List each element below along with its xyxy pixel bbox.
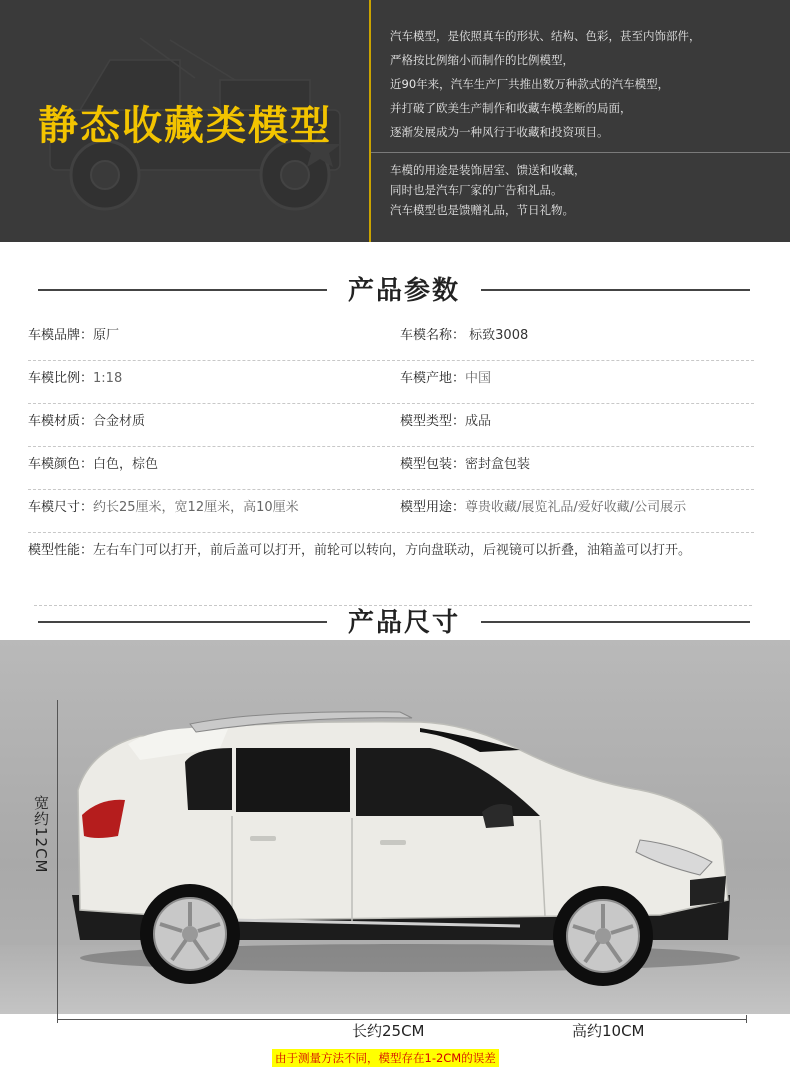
param-label: 车模颜色： [28,457,94,472]
size-section-title: 产品尺寸 [347,608,460,638]
param-label: 车模名称： [400,328,466,343]
param-value: 左右车门可以打开，前后盖可以打开，前轮可以转向，方向盘联动，后视镜可以折叠，油箱盖可以打开。 [93,543,692,558]
param-scale [28,367,122,386]
param-row [28,361,754,404]
banner-usage-text [390,160,586,220]
param-label: 模型类型： [400,414,466,429]
height-label: 高约10CM [572,1022,645,1040]
title-rule-right [481,621,750,623]
param-type [400,410,491,429]
param-usage [400,496,686,515]
param-label: 车模产地： [400,371,466,386]
title-rule-right [481,289,750,291]
banner-title: 静态收藏类模型 [38,102,332,149]
size-section-header [0,602,790,642]
length-label: 长约25CM [352,1022,425,1040]
banner-line: 汽车模型也是馈赠礼品，节日礼物。 [390,203,574,217]
param-row [28,447,754,490]
param-dimensions [28,496,299,515]
measurement-note: 由于测量方法不同，模型存在1-2CM的误差 [272,1049,499,1067]
banner-line: 严格按比例缩小而制作的比例模型， [390,53,574,67]
car-model-image [0,640,790,1014]
param-row [28,318,754,361]
params-section-title: 产品参数 [347,276,460,306]
param-brand [28,324,119,343]
banner-line: 近90年来，汽车生产厂共推出数万种款式的汽车模型， [390,77,670,91]
param-value: 中国 [465,371,492,386]
param-label: 车模材质： [28,414,94,429]
param-label: 模型用途： [400,500,466,515]
banner-line: 逐渐发展成为一种风行于收藏和投资项目。 [390,125,609,139]
params-table [28,318,754,576]
title-rule-left [38,289,327,291]
banner-line: 并打破了欧美生产制作和收藏车模垄断的局面， [390,101,632,115]
car-photo [0,640,790,1014]
param-value: 原厂 [93,328,120,343]
param-label: 车模品牌： [28,328,94,343]
param-value: 标致3008 [465,328,529,343]
dimension-tick [746,1015,747,1023]
banner-line: 车模的用途是装饰居室、馈送和收藏， [390,163,586,177]
title-rule-left [38,621,327,623]
param-value: 约长25厘米，宽12厘米，高10厘米 [93,500,299,515]
param-row [28,533,754,576]
param-packaging [400,453,530,472]
banner-intro-text [390,24,701,144]
param-row [28,404,754,447]
param-value: 白色，棕色 [93,457,159,472]
param-label: 模型包装： [400,457,466,472]
width-label: 宽约12CM [32,795,50,874]
banner-line: 汽车模型，是依照真车的形状、结构、色彩，甚至内饰部件， [390,29,701,43]
param-origin [400,367,491,386]
params-section-header [0,270,790,310]
param-value: 1:18 [93,371,123,386]
banner-divider-vertical [369,0,371,242]
param-material [28,410,145,429]
param-value: 密封盒包装 [465,457,531,472]
param-model-name [400,324,528,343]
param-label: 车模比例： [28,371,94,386]
param-row [28,490,754,533]
param-value: 成品 [465,414,492,429]
param-value: 合金材质 [93,414,146,429]
param-color [28,453,158,472]
param-value: 尊贵收藏/展览礼品/爱好收藏/公司展示 [465,500,687,515]
param-performance [28,539,691,558]
header-banner [0,0,790,242]
width-dimension-line [57,700,58,1020]
banner-divider-horizontal [371,152,790,153]
param-label: 车模尺寸： [28,500,94,515]
dimension-tick [57,1015,58,1023]
banner-line: 同时也是汽车厂家的广告和礼品。 [390,183,563,197]
param-label: 模型性能： [28,543,94,558]
